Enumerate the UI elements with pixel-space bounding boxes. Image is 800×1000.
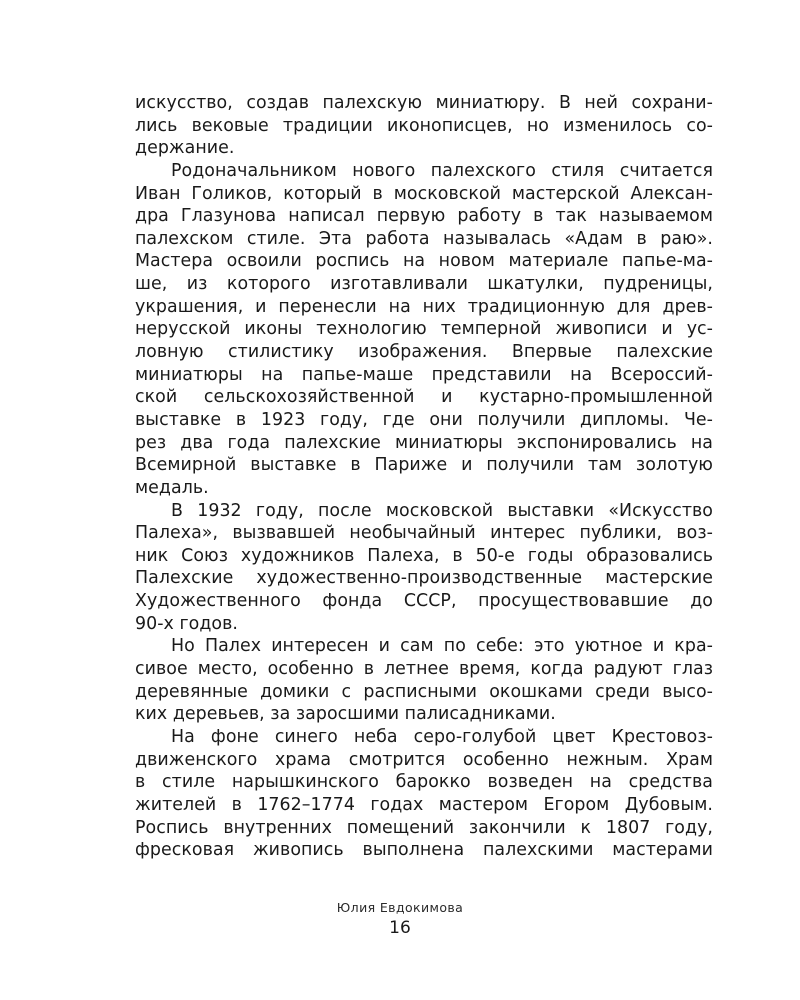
- text-line: палехском стиле. Эта работа называлась «Адам в раю».: [135, 228, 713, 249]
- text-line: сивое место, особенно в летнее время, когда радуют глаз: [135, 659, 713, 680]
- text-line: Родоначальником нового палехского стиля считается: [171, 160, 713, 181]
- text-line: ше, из которого изготавливали шкатулки, пудреницы,: [135, 274, 713, 295]
- text-line: миниатюры на папье-маше представили на Всероссий-: [135, 364, 713, 385]
- text-line: Всемирной выставке в Париже и получили там золотую: [135, 455, 713, 476]
- text-line: Иван Голиков, который в московской мастерской Алексан-: [135, 183, 713, 204]
- text-line: Но Палех интересен и сам по себе: это уютное и кра-: [171, 636, 713, 657]
- text-line: фресковая живопись выполнена палехскими мастерами: [135, 840, 713, 861]
- text-line: Мастера освоили роспись на новом материале папье-ма-: [135, 251, 713, 272]
- text-line: В 1932 году, после московской выставки «Искусство: [171, 500, 713, 521]
- text-line: медаль.: [135, 477, 209, 498]
- text-line: На фоне синего неба серо-голубой цвет Крестовоз-: [171, 726, 713, 747]
- text-line: ловную стилистику изображения. Впервые палехские: [135, 342, 713, 363]
- body-text: [135, 92, 713, 862]
- text-line: искусство, создав палехскую миниатюру. В ней сохрани-: [135, 93, 713, 113]
- page-number: 16: [389, 918, 411, 938]
- text-line: дра Глазунова написал первую работу в так называемом: [135, 206, 713, 227]
- text-line: ких деревьев, за заросшими палисадниками.: [135, 704, 556, 725]
- text-line: рез два года палехские миниатюры экспонировались на: [135, 432, 713, 453]
- text-line: Роспись внутренних помещений закончили к 1807 году,: [135, 817, 713, 838]
- text-line: жителей в 1762–1774 годах мастером Егором Дубовым.: [135, 794, 713, 815]
- text-line: украшения, и перенесли на них традиционную для древ-: [135, 296, 713, 317]
- text-line: деревянные домики с расписными окошками среди высо-: [135, 681, 713, 702]
- text-line: лись вековые традиции иконописцев, но изменилось со-: [135, 115, 713, 136]
- text-line: Палеха», вызвавшей необычайный интерес публики, воз-: [135, 523, 713, 544]
- text-line: нерусской иконы технологию темперной живописи и ус-: [135, 319, 713, 340]
- running-footer-author: Юлия Евдокимова: [336, 900, 464, 915]
- text-line: ской сельскохозяйственной и кустарно-промышленной: [135, 387, 713, 408]
- text-line: выставке в 1923 году, где они получили дипломы. Че-: [135, 409, 713, 430]
- text-line: в стиле нарышкинского барокко возведен на средства: [135, 772, 713, 793]
- text-line: 90-х годов.: [135, 613, 238, 634]
- text-line: держание.: [135, 138, 235, 159]
- text-line: Художественного фонда СССР, просуществовавшие до: [135, 591, 713, 612]
- text-line: движенского храма смотрится особенно нежным. Храм: [135, 749, 713, 770]
- text-line: ник Союз художников Палеха, в 50-е годы образовались: [135, 545, 713, 566]
- text-line: Палехские художественно-производственные мастерские: [135, 568, 713, 589]
